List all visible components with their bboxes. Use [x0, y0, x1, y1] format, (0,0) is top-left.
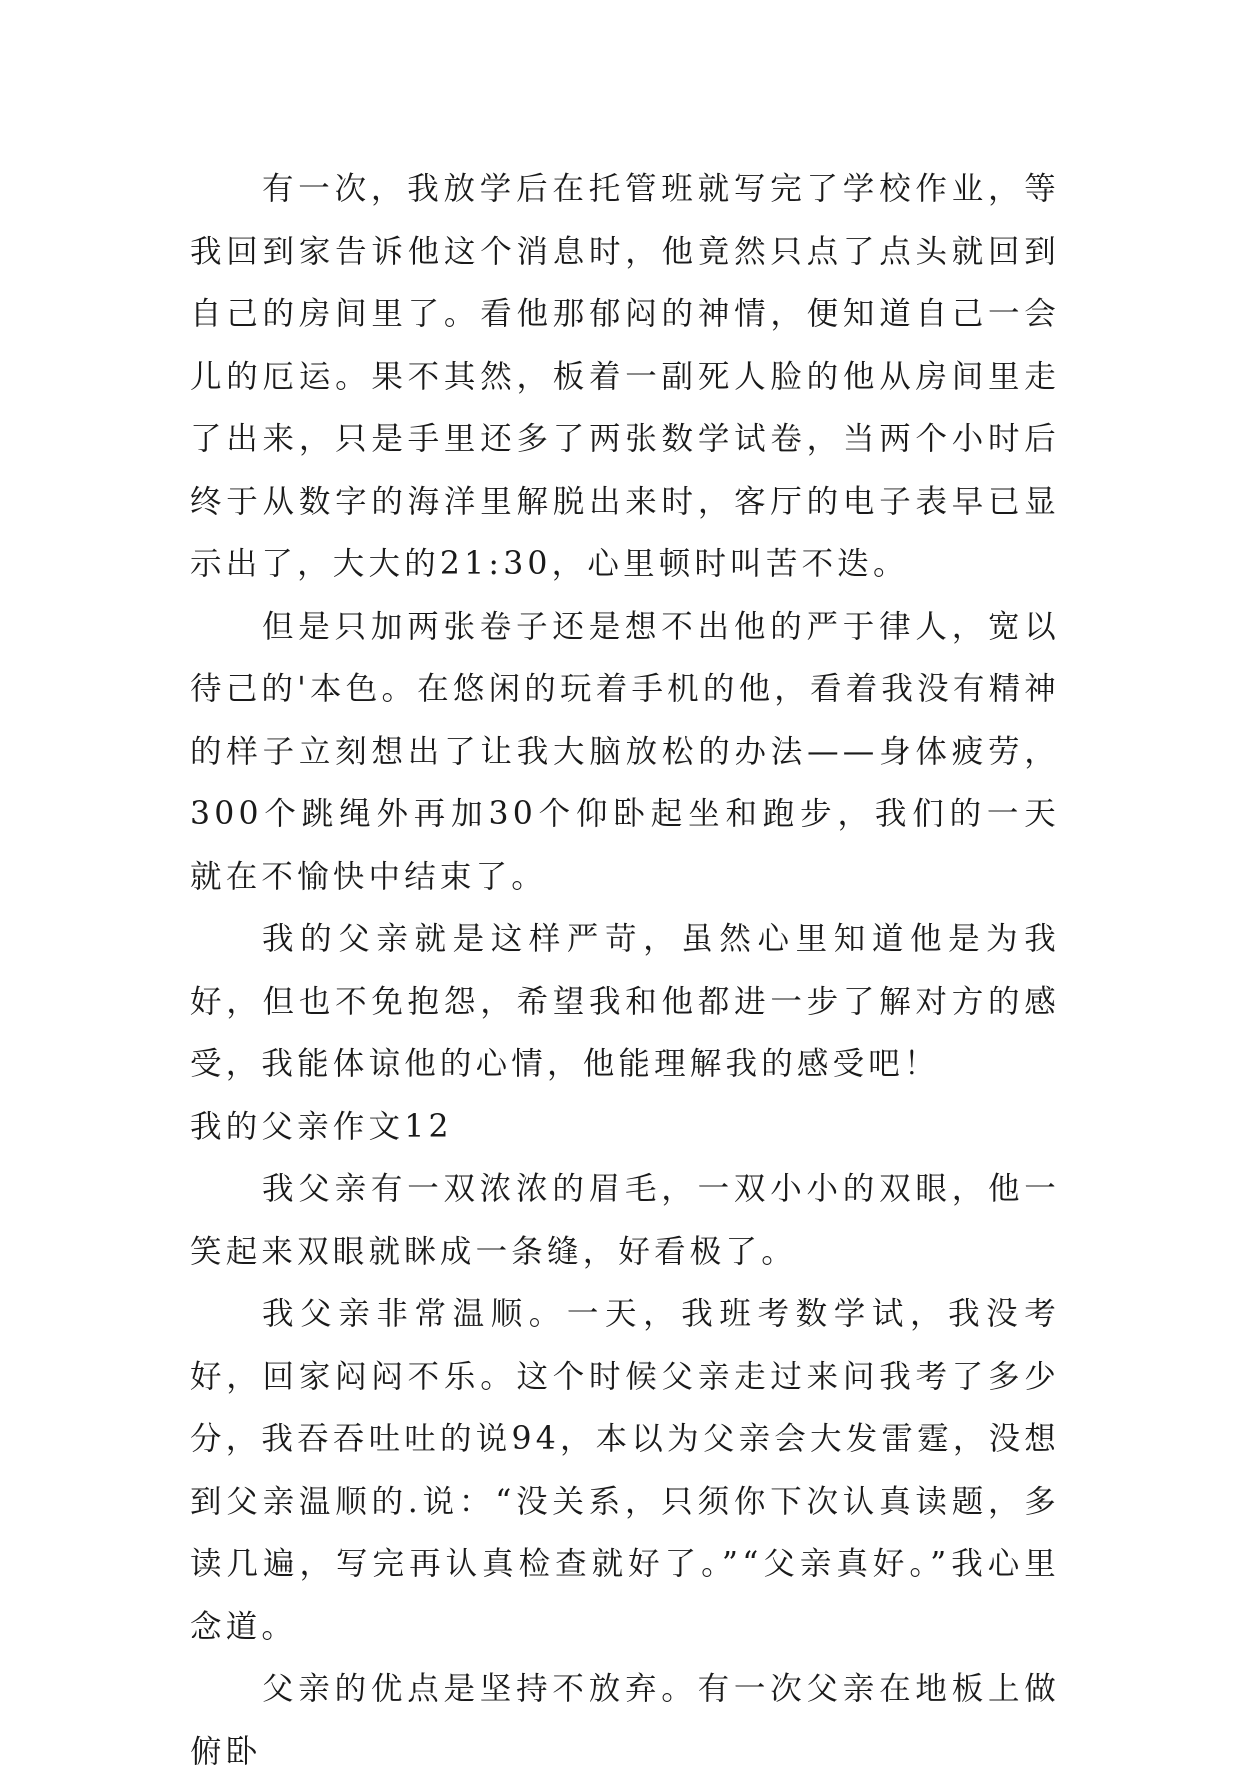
paragraph-strict-father: 我的父亲就是这样严苛，虽然心里知道他是为我好，但也不免抱怨，希望我和他都进一步了解对方的感受，我能体谅他的心情，他能理解我的感受吧！ [190, 921, 1060, 1082]
paragraph-perseverance: 父亲的优点是坚持不放弃。有一次父亲在地板上做俯卧 [190, 1671, 1060, 1770]
paragraph-exercise-punishment: 但是只加两张卷子还是想不出他的严于律人，宽以待己的'本色。在悠闲的玩着手机的他，看着我没有精神的样子立刻想出了让我大脑放松的办法——身体疲劳，300个跳绳外再加30个仰卧起坐和跑步，我们的一天就在不愉快中结束了。 [190, 608, 1060, 895]
paragraph-homework-story: 有一次，我放学后在托管班就写完了学校作业，等我回到家告诉他这个消息时，他竟然只点了点头就回到自己的房间里了。看他那郁闷的神情，便知道自己一会儿的厄运。果不其然，板着一副死人脸的他从房间里走了出来，只是手里还多了两张数学试卷，当两个小时后终于从数字的海洋里解脱出来时，客厅的电子表早已显示出了，大大的21:30，心里顿时叫苦不迭。 [190, 171, 1060, 582]
paragraph-father-appearance: 我父亲有一双浓浓的眉毛，一双小小的双眼，他一笑起来双眼就眯成一条缝，好看极了。 [190, 1171, 1060, 1270]
section-title: 我的父亲作文12 [190, 1108, 453, 1145]
paragraph-gentle-father: 我父亲非常温顺。一天，我班考数学试，我没考好，回家闷闷不乐。这个时候父亲走过来问我考了多少分，我吞吞吐吐的说94，本以为父亲会大发雷霆，没想到父亲温顺的.说：“没关系，只须你下次认真读题，多读几遍，写完再认真检查就好了。”“父亲真好。”我心里念道。 [190, 1296, 1060, 1645]
document-body [190, 158, 1060, 1783]
